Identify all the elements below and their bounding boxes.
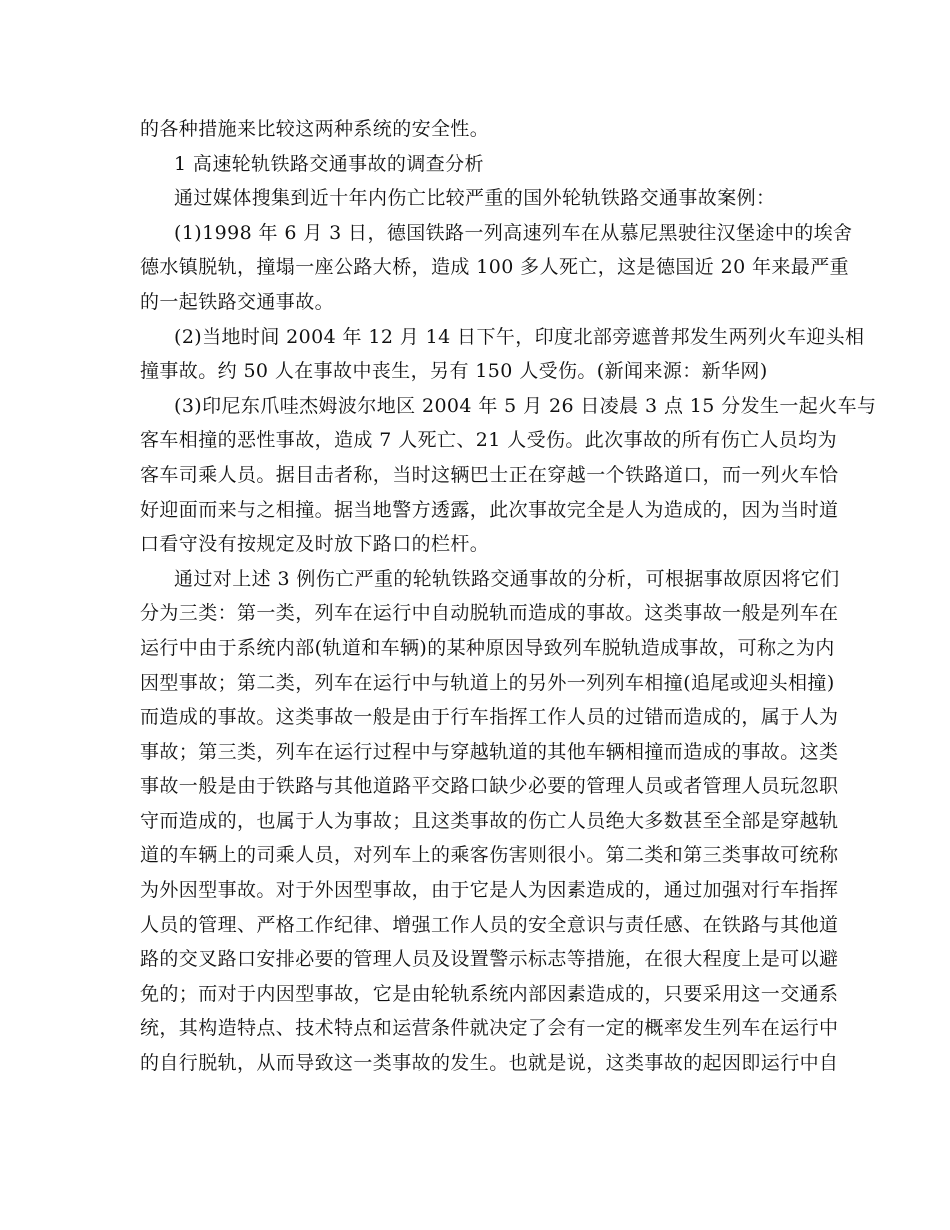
text-line: 统，其构造特点、技术特点和运营条件就决定了会有一定的概率发生列车在运行中 (140, 1017, 839, 1040)
text-line: 1 高速轮轨铁路交通事故的调查分析 (174, 152, 484, 175)
text-line: 守而造成的，也属于人为事故；且这类事故的伤亡人员绝大多数甚至全部是穿越轨 (140, 809, 839, 832)
text-line: 口看守没有按规定及时放下路口的栏杆。 (140, 533, 490, 556)
text-line: (2)当地时间 2004 年 12 月 14 日下午，印度北部旁遮普邦发生两列火车迎头相 (174, 325, 865, 348)
text-line: (1)1998 年 6 月 3 日，德国铁路一列高速列车在从慕尼黑驶往汉堡途中的埃舍 (174, 221, 853, 244)
text-line: 道的车辆上的司乘人员，对列车上的乘客伤害则很小。第二类和第三类事故可统称 (140, 844, 839, 867)
text-line: 运行中由于系统内部(轨道和车辆)的某种原因导致列车脱轨造成事故，可称之为内 (140, 636, 835, 659)
text-line: 的各种措施来比较这两种系统的安全性。 (140, 118, 490, 140)
text-line: 客车相撞的恶性事故，造成 7 人死亡、21 人受伤。此次事故的所有伤亡人员均为 (140, 429, 837, 452)
text-line: 因型事故；第二类，列车在运行中与轨道上的另外一列列车相撞(追尾或迎头相撞) (140, 671, 835, 694)
text-line: 人员的管理、严格工作纪律、增强工作人员的安全意识与责任感、在铁路与其他道 (140, 913, 839, 936)
text-line: 分为三类：第一类，列车在运行中自动脱轨而造成的事故。这类事故一般是列车在 (140, 602, 839, 625)
text-line: 事故；第三类，列车在运行过程中与穿越轨道的其他车辆相撞而造成的事故。这类 (140, 740, 839, 763)
text-line: 的自行脱轨，从而导致这一类事故的发生。也就是说，这类事故的起因即运行中自 (140, 1052, 839, 1075)
text-line: 德水镇脱轨，撞塌一座公路大桥，造成 100 多人死亡，这是德国近 20 年来最严重 (140, 256, 850, 279)
text-line: 好迎面而来与之相撞。据当地警方透露，此次事故完全是人为造成的，因为当时道 (140, 498, 839, 521)
text-line: 路的交叉路口安排必要的管理人员及设置警示标志等措施，在很大程度上是可以避 (140, 948, 839, 971)
text-line: 免的；而对于内因型事故，它是由轮轨系统内部因素造成的，只要采用这一交通系 (140, 982, 839, 1005)
text-line: 客车司乘人员。据目击者称，当时这辆巴士正在穿越一个铁路道口，而一列火车恰 (140, 463, 839, 486)
text-line: 的一起铁路交通事故。 (140, 290, 335, 313)
text-line: (3)印尼东爪哇杰姆波尔地区 2004 年 5 月 26 日凌晨 3 点 15 分发生一起火车与 (174, 394, 877, 417)
text-line: 事故一般是由于铁路与其他道路平交路口缺少必要的管理人员或者管理人员玩忽职 (140, 775, 839, 798)
document-body-text (140, 112, 877, 1081)
text-line: 撞事故。约 50 人在事故中丧生，另有 150 人受伤。(新闻来源：新华网) (140, 360, 768, 383)
text-line: 通过媒体搜集到近十年内伤亡比较严重的国外轮轨铁路交通事故案例： (174, 187, 776, 210)
text-line: 通过对上述 3 例伤亡严重的轮轨铁路交通事故的分析，可根据事故原因将它们 (174, 567, 840, 590)
text-line: 为外因型事故。对于外因型事故，由于它是人为因素造成的，通过加强对行车指挥 (140, 879, 839, 902)
text-line: 而造成的事故。这类事故一般是由于行车指挥工作人员的过错而造成的，属于人为 (140, 706, 839, 729)
